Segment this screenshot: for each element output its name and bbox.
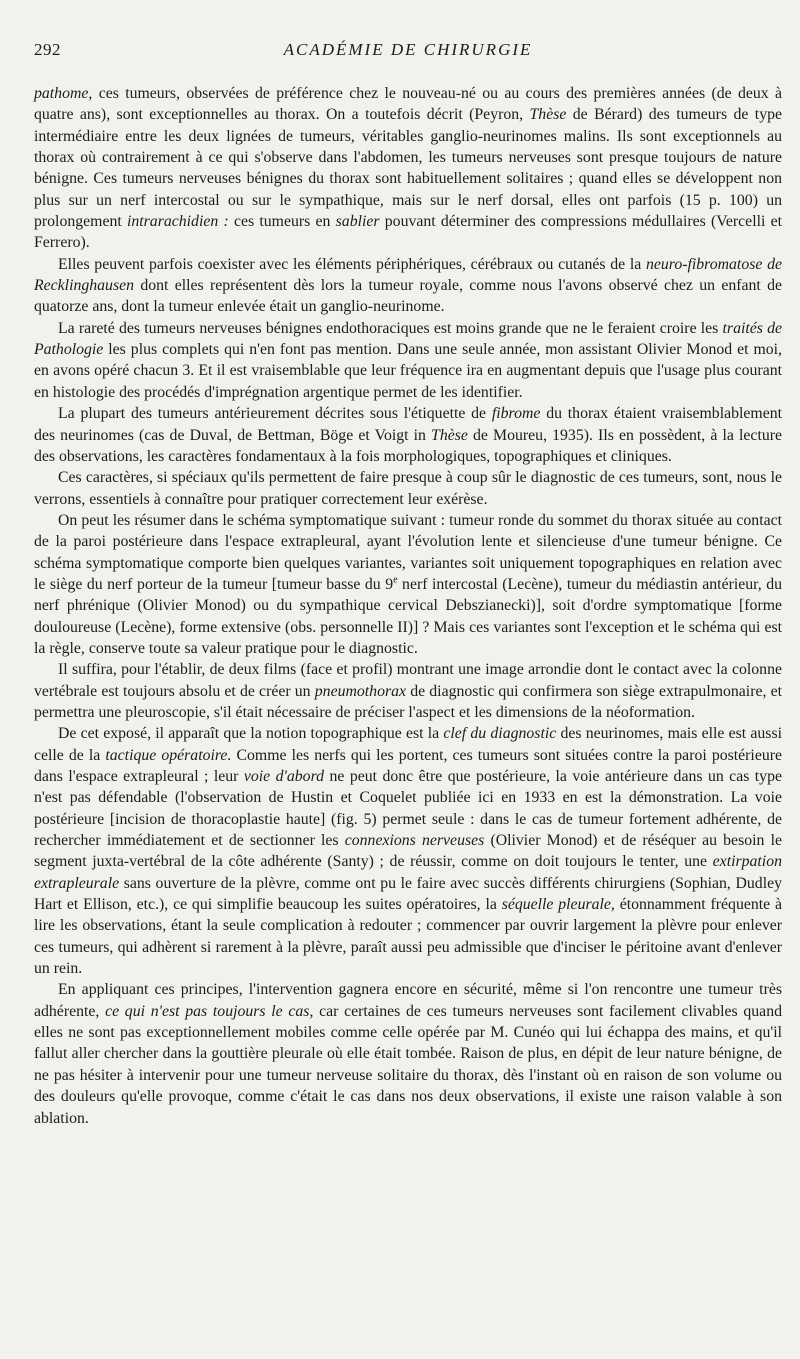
text-run: Comme les nerfs qui les portent, ces tumeurs sont situées contre la paroi postérieure dans l'espace extrapleural ; leur <box>34 746 782 785</box>
text-run: , étonnamment fréquente à lire les observations, étant la seule complication à redouter ; commencer par ouvrir largement la plèvre pour enlever ces tumeurs, qui adhèrent si rarement à la plèvre, paraît aussi peu admissible que d'inciser le péritoine avant d'enlever un rein. <box>34 896 782 978</box>
text-run: ces tumeurs en <box>228 213 336 231</box>
paragraph <box>34 659 782 723</box>
text-run: , ces tumeurs, observées de préférence chez le nouveau-né ou au cours des premières années (de deux à quatre ans), sont exceptionnelles au thorax. On a toutefois décrit (Peyron, <box>34 85 782 124</box>
text-run: En appliquant ces principes, l'intervention gagnera encore en sécurité, même si l'on rencontre une tumeur très adhérente, <box>34 981 782 1020</box>
italic-text: intrarachidien : <box>126 213 229 231</box>
text-run: Il suffira, pour l'établir, de deux films (face et profil) montrant une image arrondie dont le contact avec la colonne vertébrale est toujours absolu et de créer un <box>34 661 782 700</box>
text-run: les plus complets qui n'en font pas mention. Dans une seule année, mon assistant Olivier Monod et moi, en avons opéré chacun 3. Et il est vraisemblable que leur fréquence ira en augmentant depuis que l'usage plus courant en histologie des procédés d'imprégnation argentique permet de les identifier. <box>34 341 782 401</box>
text-run: nerf intercostal (Lecène), tumeur du médiastin antérieur, du nerf phrénique (Olivier Monod) ou du sympathique cervical Debszianecki)], soit d'ordre symptomatique [forme douloureuse (Lecène), forme extensive (obs. personnelle II)] ? Mais ces variantes sont l'exception et le schéma qui est la règle, conserve toute sa valeur pratique pour le diagnostic. <box>34 575 783 657</box>
superscript: e <box>393 574 398 586</box>
italic-text: extirpation extrapleurale <box>34 853 782 892</box>
text-run: pouvant déterminer des compressions médullaires (Vercelli et Ferrero). <box>34 213 782 252</box>
paragraph <box>34 510 782 659</box>
italic-text: traités de Pathologie <box>34 319 783 359</box>
text-run: On peut les résumer dans le schéma symptomatique suivant : tumeur ronde du sommet du thorax située au contact de la paroi postérieure dans l'espace extrapleural, ayant l'évolution lente et silencieuse d'une tumeur bénigne. Ce schéma symptomatique comporte bien quelques variantes, variantes soit uniquement topographiques en relation avec le siège du nerf porteur de la tumeur [tumeur basse du 9 <box>34 511 782 593</box>
italic-text: Thèse <box>431 426 468 444</box>
paragraph <box>34 403 782 467</box>
text-run: de Bérard) des tumeurs de type intermédiaire entre les deux lignées de tumeurs, véritables ganglio-neurinomes malins. Ils sont exceptionnels au thorax où contrairement à ce qui s'observe dans l'abdomen, les tumeurs nerveuses sont presque toujours de nature bénigne. Ces tumeurs nerveuses bénignes du thorax sont habituellement solitaires ; quand elles se développent non plus sur un nerf intercostal ou sur le sympathique, mais sur le nerf dorsal, elles ont parfois (15 p. 100) un prolongement <box>34 106 783 231</box>
paragraph <box>34 83 782 254</box>
text-run: de Moureu, 1935). Ils en possèdent, à la lecture des observations, les caractères fondamentaux à la fois morphologiques, topographiques et cliniques. <box>34 426 782 465</box>
italic-text: clef du diagnostic <box>443 725 557 743</box>
text-run: ne peut donc être que postérieure, la voie antérieure dans un cas type n'est pas défendable (l'observation de Hustin et Coquelet publiée ici en 1933 en est la démonstration. La voie postérieure [incision de thoracoplastie haute] (fig. 5) permet seule : dans le cas de tumeur fortement adhérente, de rechercher immédiatement et de sectionner les <box>34 768 782 850</box>
text-run: de diagnostic qui confirmera son siège extrapulmonaire, et permettra une pleuroscopie, s'il était nécessaire de préciser l'aspect et les dimensions de la néoformation. <box>34 682 782 721</box>
page-header <box>34 40 782 64</box>
paragraph <box>34 979 782 1128</box>
text-run: Ces caractères, si spéciaux qu'ils permettent de faire presque à coup sûr le diagnostic de ces tumeurs, sont, nous le verrons, essentiels à connaître pour pratiquer correctement leur exérèse. <box>34 469 782 508</box>
text-run: , car certaines de ces tumeurs nerveuses sont facilement clivables quand elles ne sont pas exceptionnellement mobiles comme celle opérée par M. Cunéo qui lui échappa des mains, et qu'il fallut aller chercher dans la gouttière pleurale où elle était tombée. Raison de plus, en dépit de leur nature bénigne, de ne pas hésiter à intervenir pour une tumeur nerveuse solitaire du thorax, dès l'instant où en raison de son volume ou des douleurs qu'elle provoque, comme c'était le cas dans nos deux observations, il existe une raison valable à son ablation. <box>34 1002 782 1127</box>
italic-text: fibrome <box>491 405 541 423</box>
italic-text: neuro-fibromatose de Recklinghausen <box>34 255 782 295</box>
text-run: De cet exposé, il apparaît que la notion topographique est la <box>58 725 444 743</box>
italic-text: voie d'abord <box>243 768 325 785</box>
text-run: dont elles représentent dès lors la tumeur royale, comme nous l'avons observé chez un enfant de quatorze ans, dont la tumeur enlevée était un ganglio-neurinome. <box>34 277 782 316</box>
paragraph <box>34 254 782 318</box>
running-head: ACADÉMIE DE CHIRURGIE <box>283 40 533 59</box>
italic-text: sablier <box>335 213 380 231</box>
text-run: La plupart des tumeurs antérieurement décrites sous l'étiquette de <box>58 405 492 423</box>
italic-text: pathome <box>34 85 89 102</box>
paragraph <box>34 318 782 403</box>
page-number: 292 <box>34 40 61 59</box>
italic-text: tactique opératoire. <box>105 746 232 764</box>
text-run: La rareté des tumeurs nerveuses bénignes endothoraciques est moins grande que ne le feraient croire les <box>58 319 723 337</box>
text-run: (Olivier Monod) et de réséquer au besoin le segment juxta-vertébral de la côte adhérente (Santy) ; de réussir, comme on doit toujours le tenter, une <box>34 832 782 871</box>
paragraph <box>34 723 782 979</box>
text-run: Elles peuvent parfois coexister avec les éléments périphériques, cérébraux ou cutanés de la <box>58 255 646 273</box>
text-run: du thorax étaient vraisemblablement des neurinomes (cas de Duval, de Bettman, Böge et Voigt in <box>34 405 782 444</box>
paragraph <box>34 467 782 510</box>
text-run: sans ouverture de la plèvre, comme ont pu le faire avec succès différents chirurgiens (Sophian, Dudley Hart et Ellison, etc.), ce qui simplifie beaucoup les suites opératoires, la <box>34 874 782 914</box>
italic-text: connexions nerveuses <box>344 832 485 850</box>
italic-text: séquelle pleurale <box>501 896 611 914</box>
article-body <box>34 83 782 1129</box>
text-run: des neurinomes, mais elle est aussi celle de la <box>34 725 782 764</box>
italic-text: Thèse <box>529 106 567 124</box>
italic-text: pneumothorax <box>314 682 407 700</box>
italic-text: ce qui n'est pas toujours le cas <box>105 1002 310 1020</box>
